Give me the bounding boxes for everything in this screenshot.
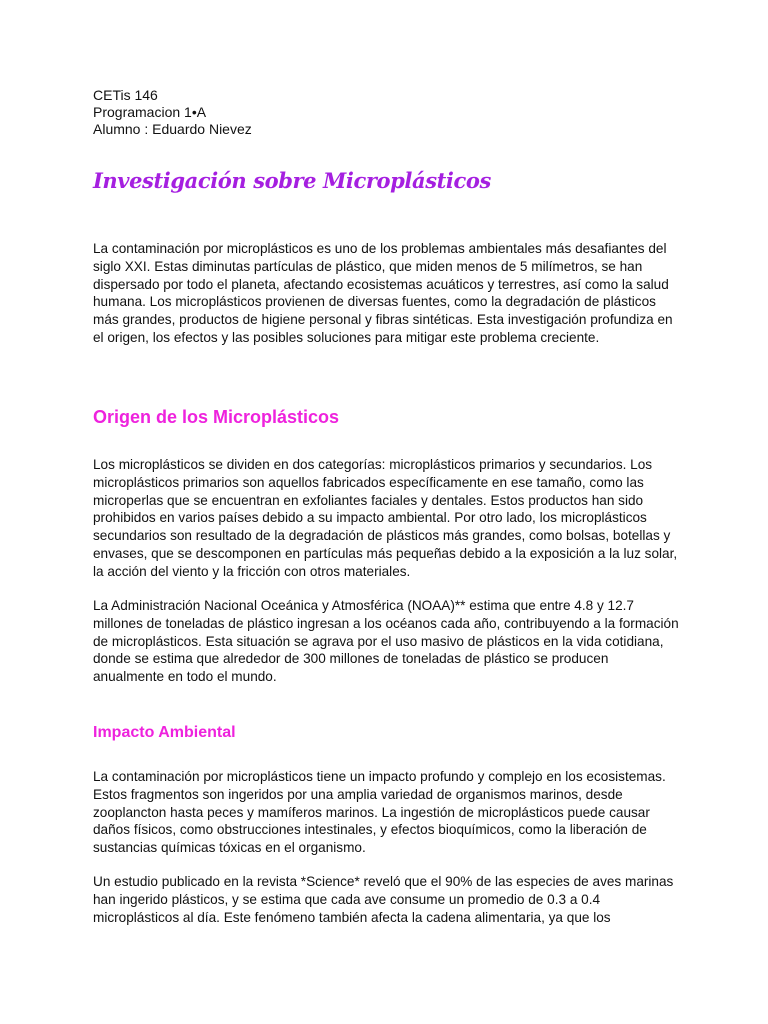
intro-paragraph: La contaminación por microplásticos es uno de los problemas ambientales más desafiantes del siglo XXI. Estas diminutas partículas de plástico, que miden menos de 5 milímetros, se han dispersado por todo el planeta, afectando ecosistemas acuáticos y terrestres, así como la salud humana. Los microplásticos provienen de diversas fuentes, como la degradación de plásticos más grandes, productos de higiene personal y fibras sintéticas. Esta investigación profundiza en el origen, los efectos y las posibles soluciones para mitigar este problema creciente. <box>93 241 673 345</box>
impact-paragraph-2: Un estudio publicado en la revista *Science* reveló que el 90% de las especies de aves marinas han ingerido plásticos, y se estima que cada ave consume un promedio de 0.3 a 0.4 microplásticos al día. Este fenómeno también afecta la cadena alimentaria, ya que los <box>93 874 674 925</box>
origin-paragraph-1: Los microplásticos se dividen en dos categorías: microplásticos primarios y secundarios. Los microplásticos primarios son aquellos fabricados específicamente en ese tamaño, como las microperlas que se encuentran en exfoliantes faciales y dentales. Estos productos han sido prohibidos en varios países debido a su impacto ambiental. Por otro lado, los microplásticos secundarios son resultado de la degradación de plásticos más grandes, como bolsas, botellas y envases, que se descomponen en partículas más pequeñas debido a la exposición a la luz solar, la acción del viento y la fricción con otros materiales. <box>93 457 678 579</box>
impact-paragraph-1: La contaminación por microplásticos tiene un impacto profundo y complejo en los ecosistemas. Estos fragmentos son ingeridos por una amplia variedad de organismos marinos, desde zooplancton hasta peces y mamíferos marinos. La ingestión de microplásticos puede causar daños físicos, como obstrucciones intestinales, y efectos bioquímicos, como la liberación de sustancias químicas tóxicas en el organismo. <box>93 769 666 856</box>
impact-heading: Impacto Ambiental <box>93 724 236 741</box>
document-page <box>93 87 683 925</box>
origin-paragraph-2: La Administración Nacional Oceánica y Atmosférica (NOAA)** estima que entre 4.8 y 12.7 millones de toneladas de plástico ingresan a los océanos cada año, contribuyendo a la formación de microplásticos. Esta situación se agrava por el uso masivo de plásticos en la vida cotidiana, donde se estima que alrededor de 300 millones de toneladas de plástico se producen anualmente en todo el mundo. <box>93 598 679 685</box>
document-title: Investigación sobre Microplásticos <box>93 168 491 193</box>
origin-heading: Origen de los Microplásticos <box>93 407 340 427</box>
student-name: Alumno : Eduardo Nievez <box>93 121 252 137</box>
school-name: CETis 146 <box>93 87 158 103</box>
course-name: Programacion 1•A <box>93 104 207 120</box>
